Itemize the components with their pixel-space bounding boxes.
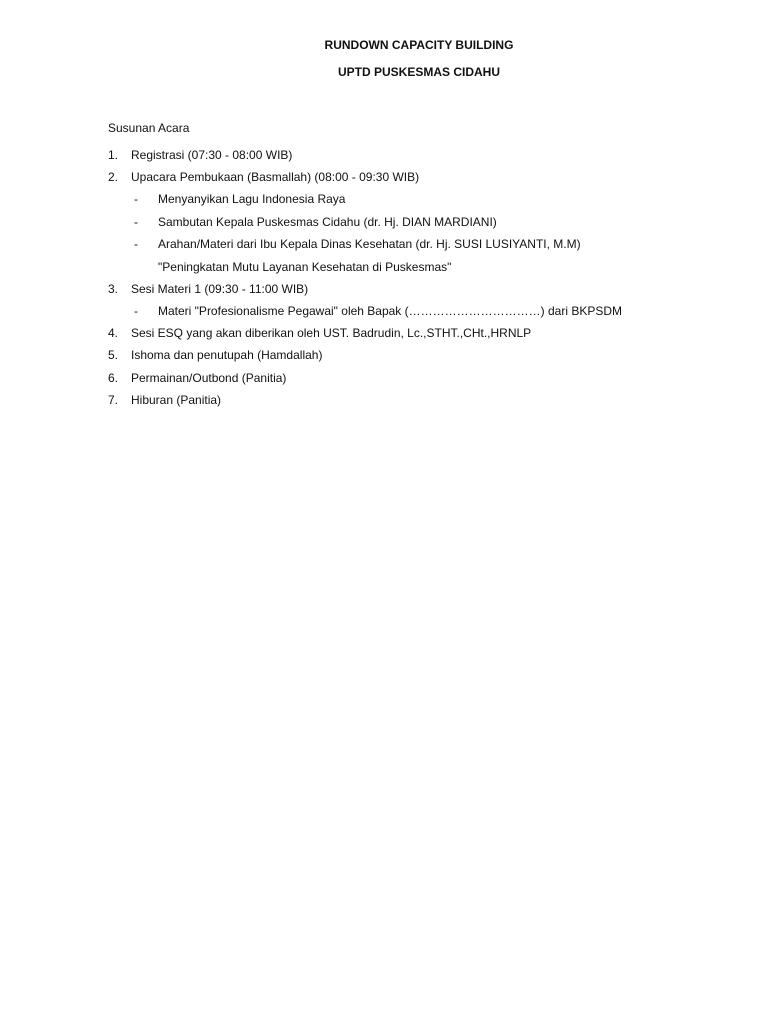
list-number: 1. [108,148,119,162]
list-number: 7. [108,393,119,407]
sub-list-item: Sambutan Kepala Puskesmas Cidahu (dr. Hj. DIAN MARDIANI) [158,215,497,229]
list-number: 2. [108,170,119,184]
list-item: Sesi ESQ yang akan diberikan oleh UST. Badrudin, Lc.,STHT.,CHt.,HRNLP [131,326,532,340]
section-intro: Susunan Acara [108,121,190,135]
list-number: 5. [108,348,119,362]
list-item: Hiburan (Panitia) [131,393,222,407]
list-item: Permainan/Outbond (Panitia) [131,371,287,385]
sub-bullet: - [134,215,138,229]
list-item: Upacara Pembukaan (Basmallah) (08:00 - 09:30 WIB) [131,170,420,184]
list-item: Sesi Materi 1 (09:30 - 11:00 WIB) [131,282,309,296]
document-subtitle: UPTD PUSKESMAS CIDAHU [337,65,500,79]
list-number: 3. [108,282,119,296]
list-item: Ishoma dan penutupah (Hamdallah) [131,348,323,362]
sub-list-item: Materi "Profesionalisme Pegawai" oleh Bapak (……………………………) dari BKPSDM [158,304,622,318]
sub-list-item: Arahan/Materi dari Ibu Kepala Dinas Kesehatan (dr. Hj. SUSI LUSIYANTI, M.M) [158,237,581,251]
sub-bullet: - [134,237,138,251]
sub-bullet: - [134,304,138,318]
document-title: RUNDOWN CAPACITY BUILDING [324,38,514,52]
list-number: 6. [108,371,119,385]
list-item: Registrasi (07:30 - 08:00 WIB) [131,148,293,162]
list-number: 4. [108,326,119,340]
sub-list-item-continuation: "Peningkatan Mutu Layanan Kesehatan di Puskesmas" [158,260,452,274]
sub-list-item: Menyanyikan Lagu Indonesia Raya [158,192,346,206]
sub-bullet: - [134,192,138,206]
